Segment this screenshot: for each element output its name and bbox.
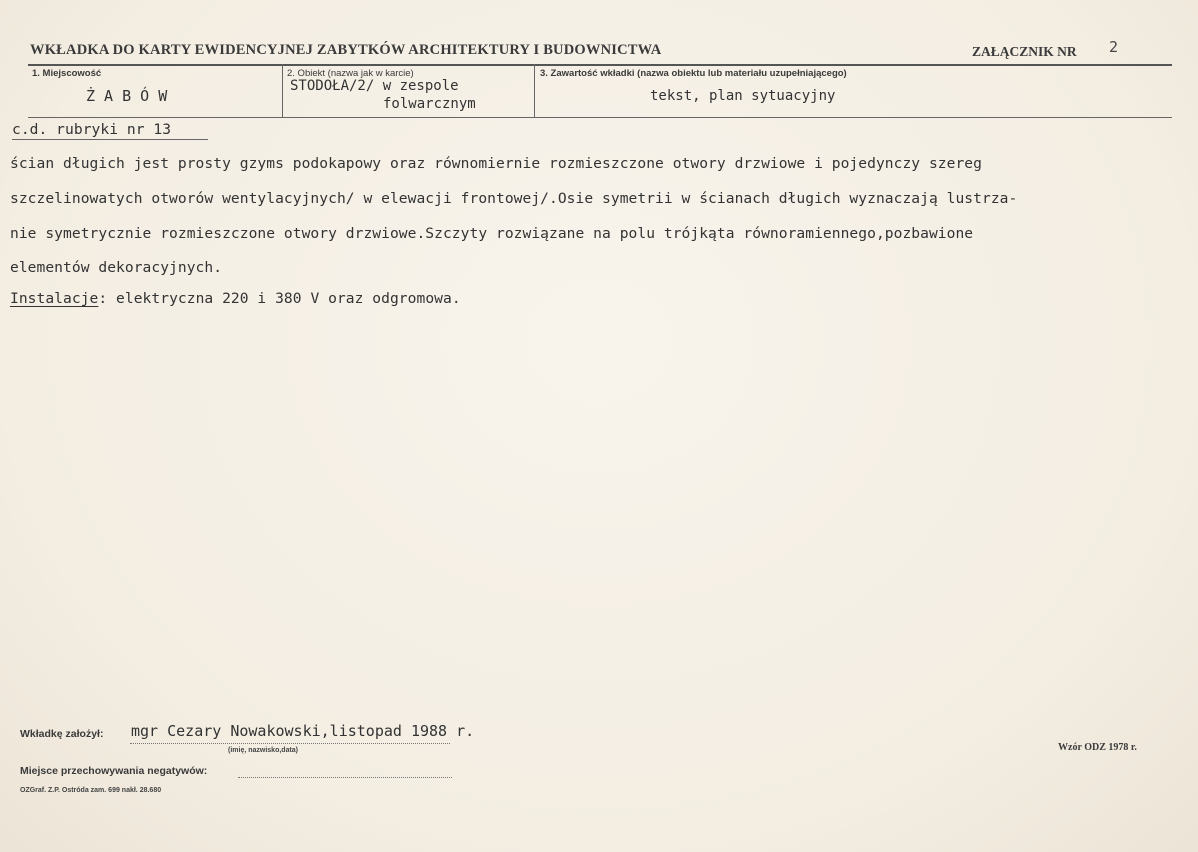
installations-label: Instalacje — [10, 290, 99, 307]
content-value: tekst, plan sytuacyjny — [650, 88, 836, 104]
fields-bottom-rule — [28, 117, 1172, 118]
locality-label: 1. Miejscowość — [32, 68, 102, 79]
author-dotted-line — [130, 743, 450, 744]
field-divider-2 — [534, 64, 535, 118]
printer-imprint: OZGraf. Z.P. Ostróda zam. 699 nakł. 28.680 — [20, 787, 162, 794]
storage-dotted-line — [238, 777, 452, 778]
author-hint: (imię, nazwisko,data) — [228, 747, 299, 754]
body-line-2: szczelinowatych otworów wentylacyjnych/ w elewacji frontowej/.Osie symetrii w ścianach długich wyznaczają lustrza- — [10, 190, 1018, 207]
field-divider-1 — [282, 64, 283, 118]
author-value: mgr Cezary Nowakowski,listopad 1988 r. — [131, 722, 475, 740]
locality-value: Ż A B Ó W — [86, 87, 168, 105]
content-label: 3. Zawartość wkładki (nazwa obiektu lub materiału uzupełniającego) — [540, 68, 847, 79]
author-label: Wkładkę założył: — [20, 728, 104, 740]
object-value-line1: STODOŁA/2/ w zespole — [290, 78, 459, 94]
storage-label: Miejsce przechowywania negatywów: — [20, 765, 208, 777]
continuation-text: c.d. rubryki nr 13 — [12, 121, 172, 138]
body-line-1: ścian długich jest prosty gzyms podokapowy oraz równomiernie rozmieszczone otwory drzwiowe i pojedynczy szereg — [10, 155, 982, 172]
continuation-underline — [12, 139, 208, 140]
annex-number: 2 — [1109, 38, 1119, 56]
installations-text: : elektryczna 220 i 380 V oraz odgromowa. — [98, 290, 461, 307]
continuation-heading — [12, 121, 171, 138]
card-title: WKŁADKA DO KARTY EWIDENCYJNEJ ZABYTKÓW ARCHITEKTURY I BUDOWNICTWA — [30, 42, 662, 58]
object-label: 2. Obiekt (nazwa jak w karcie) — [287, 68, 414, 79]
body-line-4: elementów dekoracyjnych. — [10, 259, 223, 276]
header-rule — [28, 64, 1172, 66]
installations-line — [10, 290, 461, 307]
object-value-line2: folwarcznym — [383, 96, 476, 112]
form-pattern: Wzór ODZ 1978 r. — [1058, 742, 1137, 753]
body-line-3: nie symetrycznie rozmieszczone otwory drzwiowe.Szczyty rozwiązane na polu trójkąta równoramiennego,pozbawione — [10, 225, 974, 242]
annex-label: ZAŁĄCZNIK NR — [972, 44, 1077, 59]
